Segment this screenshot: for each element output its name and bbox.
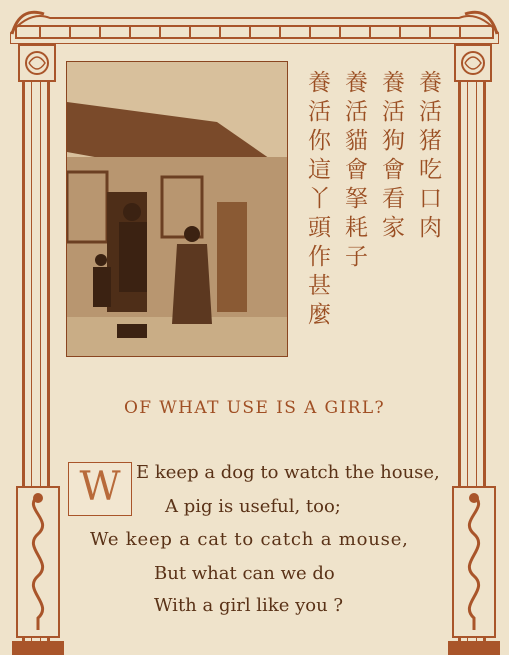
left-dragon-panel (16, 486, 60, 638)
poem-line-3: We keep a cat to catch a mouse, (90, 529, 409, 550)
right-capital-ornament (454, 44, 492, 82)
poem-line-1: E keep a dog to watch the house, (136, 462, 440, 483)
chinese-column: 養活狗會看家 (378, 70, 404, 244)
right-pillar-base (448, 641, 500, 655)
poem-title: OF WHAT USE IS A GIRL? (123, 398, 386, 418)
initial-letter: W (79, 464, 121, 510)
chinese-verse (305, 70, 439, 331)
right-dragon-panel (452, 486, 496, 638)
decorated-initial (68, 462, 132, 516)
chinese-column: 養活貓會拏耗子 (341, 70, 367, 273)
left-pillar-base (12, 641, 64, 655)
photograph-chinese-house (66, 61, 288, 357)
roof-ornament (10, 4, 499, 44)
chinese-column: 養活猪吃口肉 (415, 70, 441, 244)
left-capital-ornament (18, 44, 56, 82)
poem-line-2: A pig is useful, too; (165, 496, 341, 517)
poem-line-5: With a girl like you ? (154, 595, 344, 616)
chinese-column: 養活你這丫頭作甚麼 (304, 70, 330, 331)
poem-line-4: But what can we do (154, 563, 335, 584)
